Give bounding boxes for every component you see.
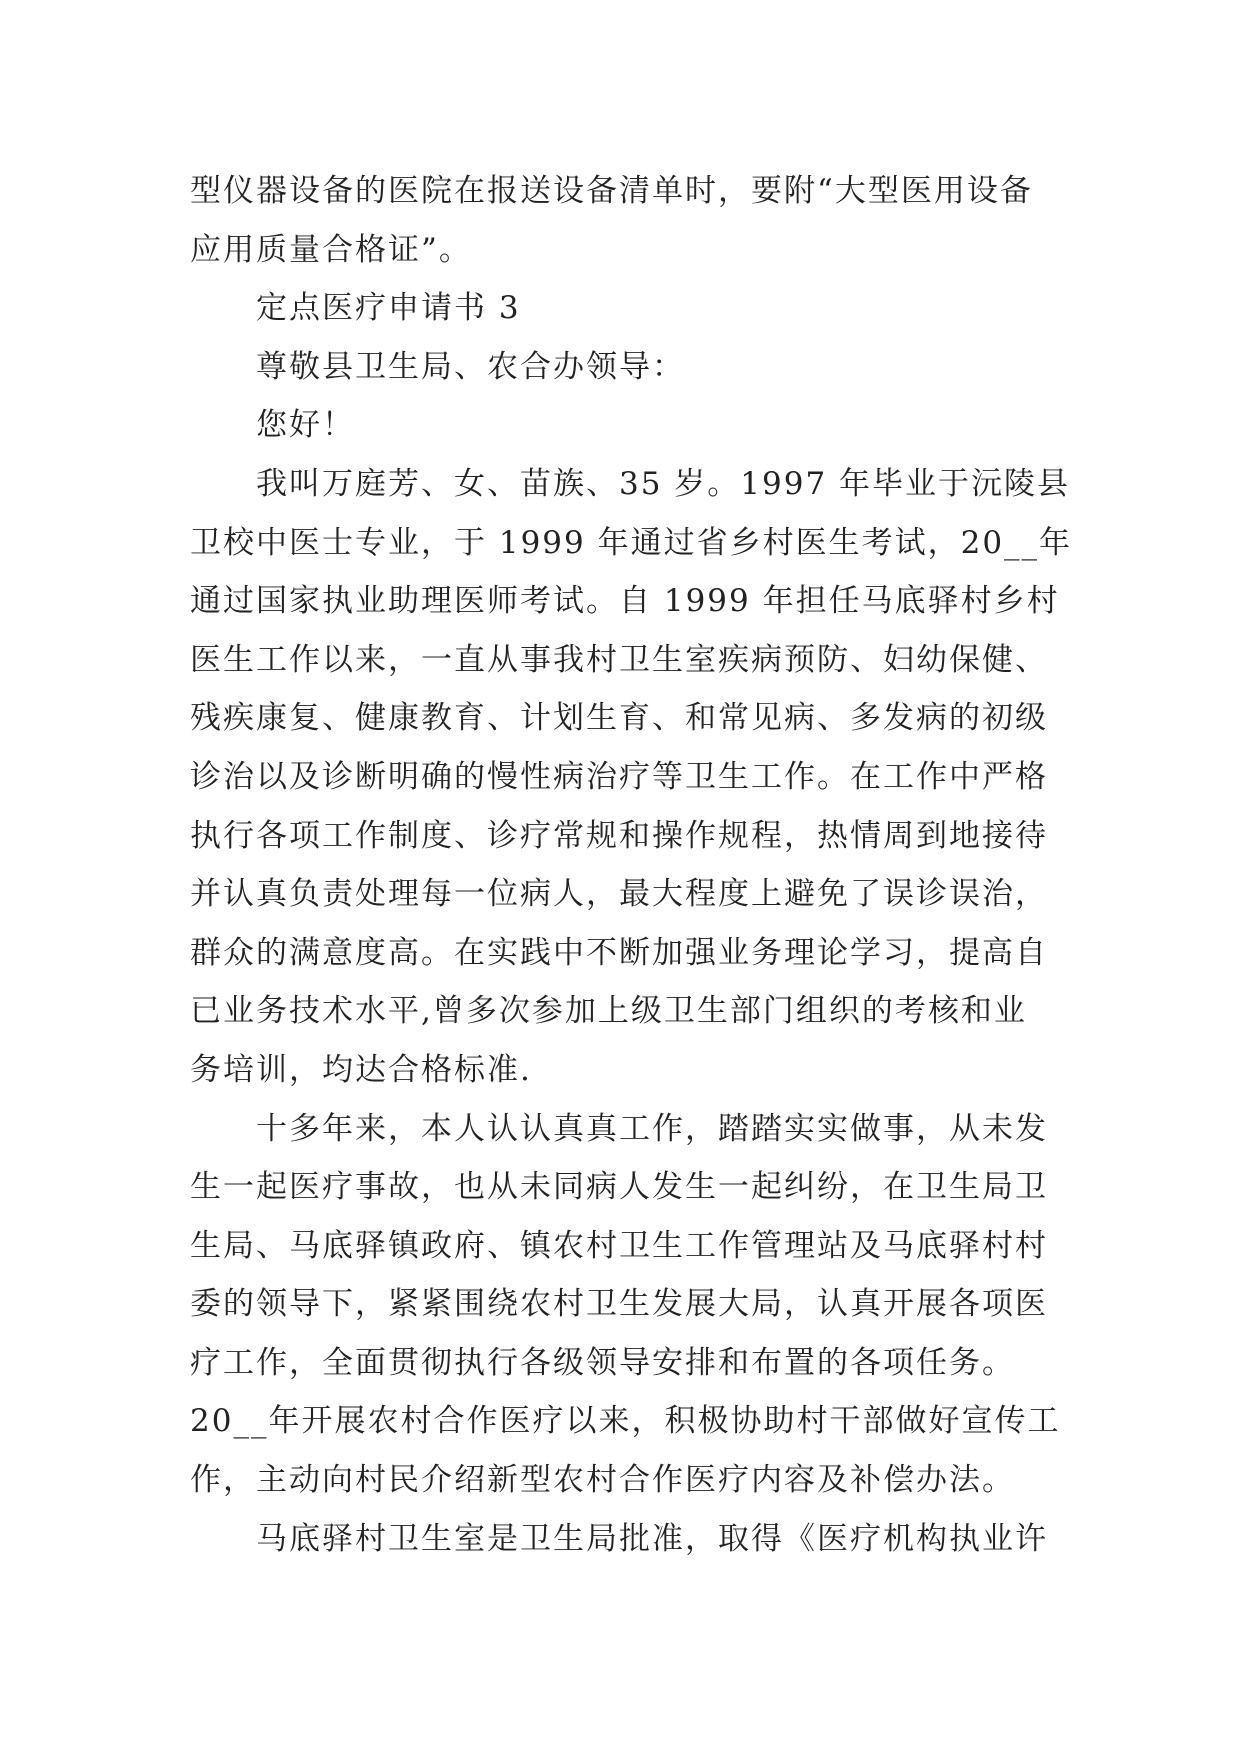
text-line: 通过国家执业助理医师考试。自 1999 年担任马底驿村乡村 xyxy=(190,583,1060,620)
text-line: 残疾康复、健康教育、计划生育、和常见病、多发病的初级 xyxy=(190,700,1048,737)
text-line: 疗工作，全面贯彻执行各级领导安排和布置的各项任务。 xyxy=(190,1344,1015,1381)
salutation: 尊敬县卫生局、农合办领导： xyxy=(256,348,685,385)
text-line: 我叫万庭芳、女、苗族、35 岁。1997 年毕业于沅陵县 xyxy=(256,465,1071,502)
greeting: 您好！ xyxy=(256,407,355,444)
text-line: 委的领导下，紧紧围绕农村卫生发展大局，认真开展各项医 xyxy=(190,1286,1048,1323)
text-line: 医生工作以来，一直从事我村卫生室疾病预防、妇幼保健、 xyxy=(190,641,1048,678)
text-line: 作，主动向村民介绍新型农村合作医疗内容及补偿办法。 xyxy=(190,1462,1015,1499)
text-line: 卫校中医士专业，于 1999 年通过省乡村医生考试，20__年 xyxy=(190,524,1073,561)
text-line: 十多年来，本人认认真真工作，踏踏实实做事，从未发 xyxy=(256,1110,1048,1147)
text-line: 并认真负责处理每一位病人，最大程度上避免了误诊误治， xyxy=(190,876,1048,913)
text-line: 生一起医疗事故，也从未同病人发生一起纠纷，在卫生局卫 xyxy=(190,1169,1048,1206)
text-line: 已业务技术水平,曾多次参加上级卫生部门组织的考核和业 xyxy=(190,993,1027,1030)
text-line: 型仪器设备的医院在报送设备清单时，要附“大型医用设备 xyxy=(190,173,1033,209)
text-line: 20__年开展农村合作医疗以来，积极协助村干部做好宣传工 xyxy=(190,1403,1061,1440)
text-line: 执行各项工作制度、诊疗常规和操作规程，热情周到地接待 xyxy=(190,817,1048,854)
document-body xyxy=(190,162,1073,1568)
section-title: 定点医疗申请书 3 xyxy=(256,290,521,327)
text-line: 生局、马底驿镇政府、镇农村卫生工作管理站及马底驿村村 xyxy=(190,1227,1048,1264)
text-line: 诊治以及诊断明确的慢性病治疗等卫生工作。在工作中严格 xyxy=(190,758,1048,795)
text-line: 应用质量合格证”。 xyxy=(190,231,472,268)
text-line: 务培训，均达合格标准. xyxy=(190,1051,532,1088)
text-line: 群众的满意度高。在实践中不断加强业务理论学习，提高自 xyxy=(190,934,1048,971)
text-line: 马底驿村卫生室是卫生局批准，取得《医疗机构执业许 xyxy=(256,1520,1048,1557)
